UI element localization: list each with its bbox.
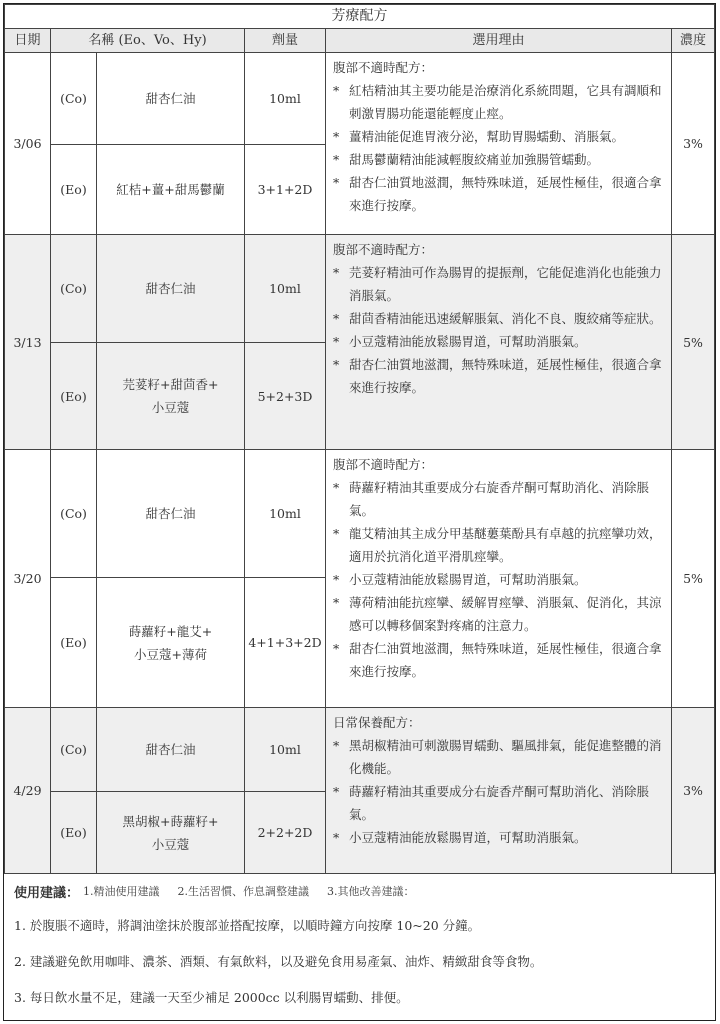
advice-label: 使用建議： (14, 885, 80, 901)
reason-item: * 小豆蔻精油能放鬆腸胃道，可幫助消脹氣。 (333, 826, 663, 849)
formula-row (5, 708, 715, 792)
reason-item: * 黑胡椒精油可刺激腸胃蠕動、驅風排氣，能促進整體的消化機能。 (333, 734, 663, 780)
essential-oil-name (97, 578, 245, 708)
carrier-oil-name: 甜杏仁油 (97, 708, 245, 792)
essential-oil-line: 小豆蔻+薄荷 (134, 646, 207, 662)
reason-item: * 甜茴香精油能迅速緩解脹氣、消化不良、腹絞痛等症狀。 (333, 307, 663, 330)
formula-sheet (3, 3, 716, 1021)
concentration-cell: 3% (672, 53, 715, 235)
concentration-cell: 5% (672, 450, 715, 708)
reason-title: 腹部不適時配方： (333, 242, 434, 257)
essential-oil-name (97, 792, 245, 874)
header-dose: 劑量 (245, 29, 326, 53)
reason-item: * 薄荷精油能抗痙攣、緩解胃痙攣、消脹氣、促消化，其涼感可以轉移個案對疼痛的注意力。 (333, 591, 663, 637)
essential-dose: 3+1+2D (245, 145, 326, 235)
carrier-code: (Co) (51, 235, 97, 343)
reason-cell (326, 708, 672, 874)
reason-cell (326, 450, 672, 708)
date-cell: 3/20 (5, 450, 51, 708)
carrier-oil-name: 甜杏仁油 (97, 53, 245, 145)
essential-oil-line: 芫荽籽+甜茴香+ (122, 377, 219, 392)
reason-list (333, 734, 663, 849)
concentration-cell: 5% (672, 235, 715, 450)
reason-item: * 甜馬鬱蘭精油能減輕腹絞痛並加強腸管蠕動。 (333, 148, 663, 171)
formula-row (5, 53, 715, 145)
reason-cell (326, 53, 672, 235)
reason-item: * 甜杏仁油質地滋潤，無特殊味道，延展性極佳，很適合拿來進行按摩。 (333, 353, 663, 399)
reason-item: * 芫荽籽精油可作為腸胃的提振劑，它能促進消化也能強力消脹氣。 (333, 261, 663, 307)
advice-category: 3.其他改善建議： (327, 885, 415, 898)
reason-item: * 紅桔精油其主要功能是治療消化系統問題，它具有調順和刺激胃腸功能還能輕度止痙。 (333, 79, 663, 125)
reason-cell (326, 235, 672, 450)
essential-oil-line: 蒔蘿籽+龍艾+ (128, 623, 213, 639)
carrier-dose: 10ml (245, 708, 326, 792)
essential-oil-line: 紅桔+薑+甜馬鬱蘭 (116, 182, 225, 197)
carrier-oil-name: 甜杏仁油 (97, 450, 245, 578)
reason-item: * 小豆蔻精油能放鬆腸胃道，可幫助消脹氣。 (333, 568, 663, 591)
header-date: 日期 (5, 29, 51, 53)
reason-item: * 龍艾精油其主成分甲基醚蔞葉酚具有卓越的抗痙攣功效，適用於抗消化道平滑肌痙攣。 (333, 522, 663, 568)
advice-item: 1. 於腹脹不適時，將調油塗抹於腹部並搭配按摩，以順時鐘方向按摩 10~20 分鐘。 (14, 918, 481, 933)
essential-dose: 5+2+3D (245, 343, 326, 450)
date-cell: 4/29 (5, 708, 51, 874)
reason-item: * 蒔蘿籽精油其重要成分右旋香芹酮可幫助消化、消除脹氣。 (333, 476, 663, 522)
reason-title: 腹部不適時配方： (333, 457, 434, 472)
reason-item: * 甜杏仁油質地滋潤，無特殊味道，延展性極佳，很適合拿來進行按摩。 (333, 637, 663, 683)
header-concentration: 濃度 (672, 29, 715, 53)
essential-dose: 2+2+2D (245, 792, 326, 874)
essential-code: (Eo) (51, 578, 97, 708)
reason-list (333, 79, 663, 217)
reason-item: * 蒔蘿籽精油其重要成分右旋香芹酮可幫助消化、消除脹氣。 (333, 780, 663, 826)
date-cell: 3/13 (5, 235, 51, 450)
concentration-cell: 3% (672, 708, 715, 874)
carrier-dose: 10ml (245, 53, 326, 145)
usage-advice (4, 874, 714, 1016)
reason-list (333, 261, 663, 399)
essential-code: (Eo) (51, 792, 97, 874)
advice-header (14, 874, 704, 908)
reason-list (333, 476, 663, 683)
advice-item: 3. 每日飲水量不足，建議一天至少補足 2000cc 以利腸胃蠕動、排便。 (14, 990, 409, 1005)
formula-table (4, 4, 715, 874)
reason-title: 日常保養配方： (333, 715, 421, 730)
essential-code: (Eo) (51, 145, 97, 235)
essential-oil-line: 小豆蔻 (151, 400, 190, 415)
formula-row (5, 450, 715, 578)
table-title: 芳療配方 (5, 5, 715, 29)
essential-oil-name (97, 145, 245, 235)
date-cell: 3/06 (5, 53, 51, 235)
reason-item: * 小豆蔻精油能放鬆腸胃道，可幫助消脹氣。 (333, 330, 663, 353)
essential-oil-line: 黑胡椒+蒔蘿籽+ (122, 813, 219, 829)
essential-oil-line: 小豆蔻 (151, 836, 190, 852)
header-reason: 選用理由 (326, 29, 672, 53)
header-name: 名稱 (Eo、Vo、Hy) (51, 29, 245, 53)
advice-category: 2.生活習慣、作息調整建議 (177, 885, 310, 898)
carrier-dose: 10ml (245, 235, 326, 343)
carrier-oil-name: 甜杏仁油 (97, 235, 245, 343)
carrier-code: (Co) (51, 708, 97, 792)
reason-item: * 薑精油能促進胃液分泌，幫助胃腸蠕動、消脹氣。 (333, 125, 663, 148)
reason-title: 腹部不適時配方： (333, 60, 434, 75)
advice-category: 1.精油使用建議 (83, 885, 160, 898)
reason-item: * 甜杏仁油質地滋潤，無特殊味道，延展性極佳，很適合拿來進行按摩。 (333, 171, 663, 217)
essential-dose: 4+1+3+2D (245, 578, 326, 708)
carrier-dose: 10ml (245, 450, 326, 578)
essential-oil-name (97, 343, 245, 450)
essential-code: (Eo) (51, 343, 97, 450)
advice-item: 2. 建議避免飲用咖啡、濃茶、酒類、有氣飲料，以及避免食用易產氣、油炸、精緻甜食等食物。 (14, 954, 543, 969)
formula-row (5, 235, 715, 343)
carrier-code: (Co) (51, 53, 97, 145)
carrier-code: (Co) (51, 450, 97, 578)
